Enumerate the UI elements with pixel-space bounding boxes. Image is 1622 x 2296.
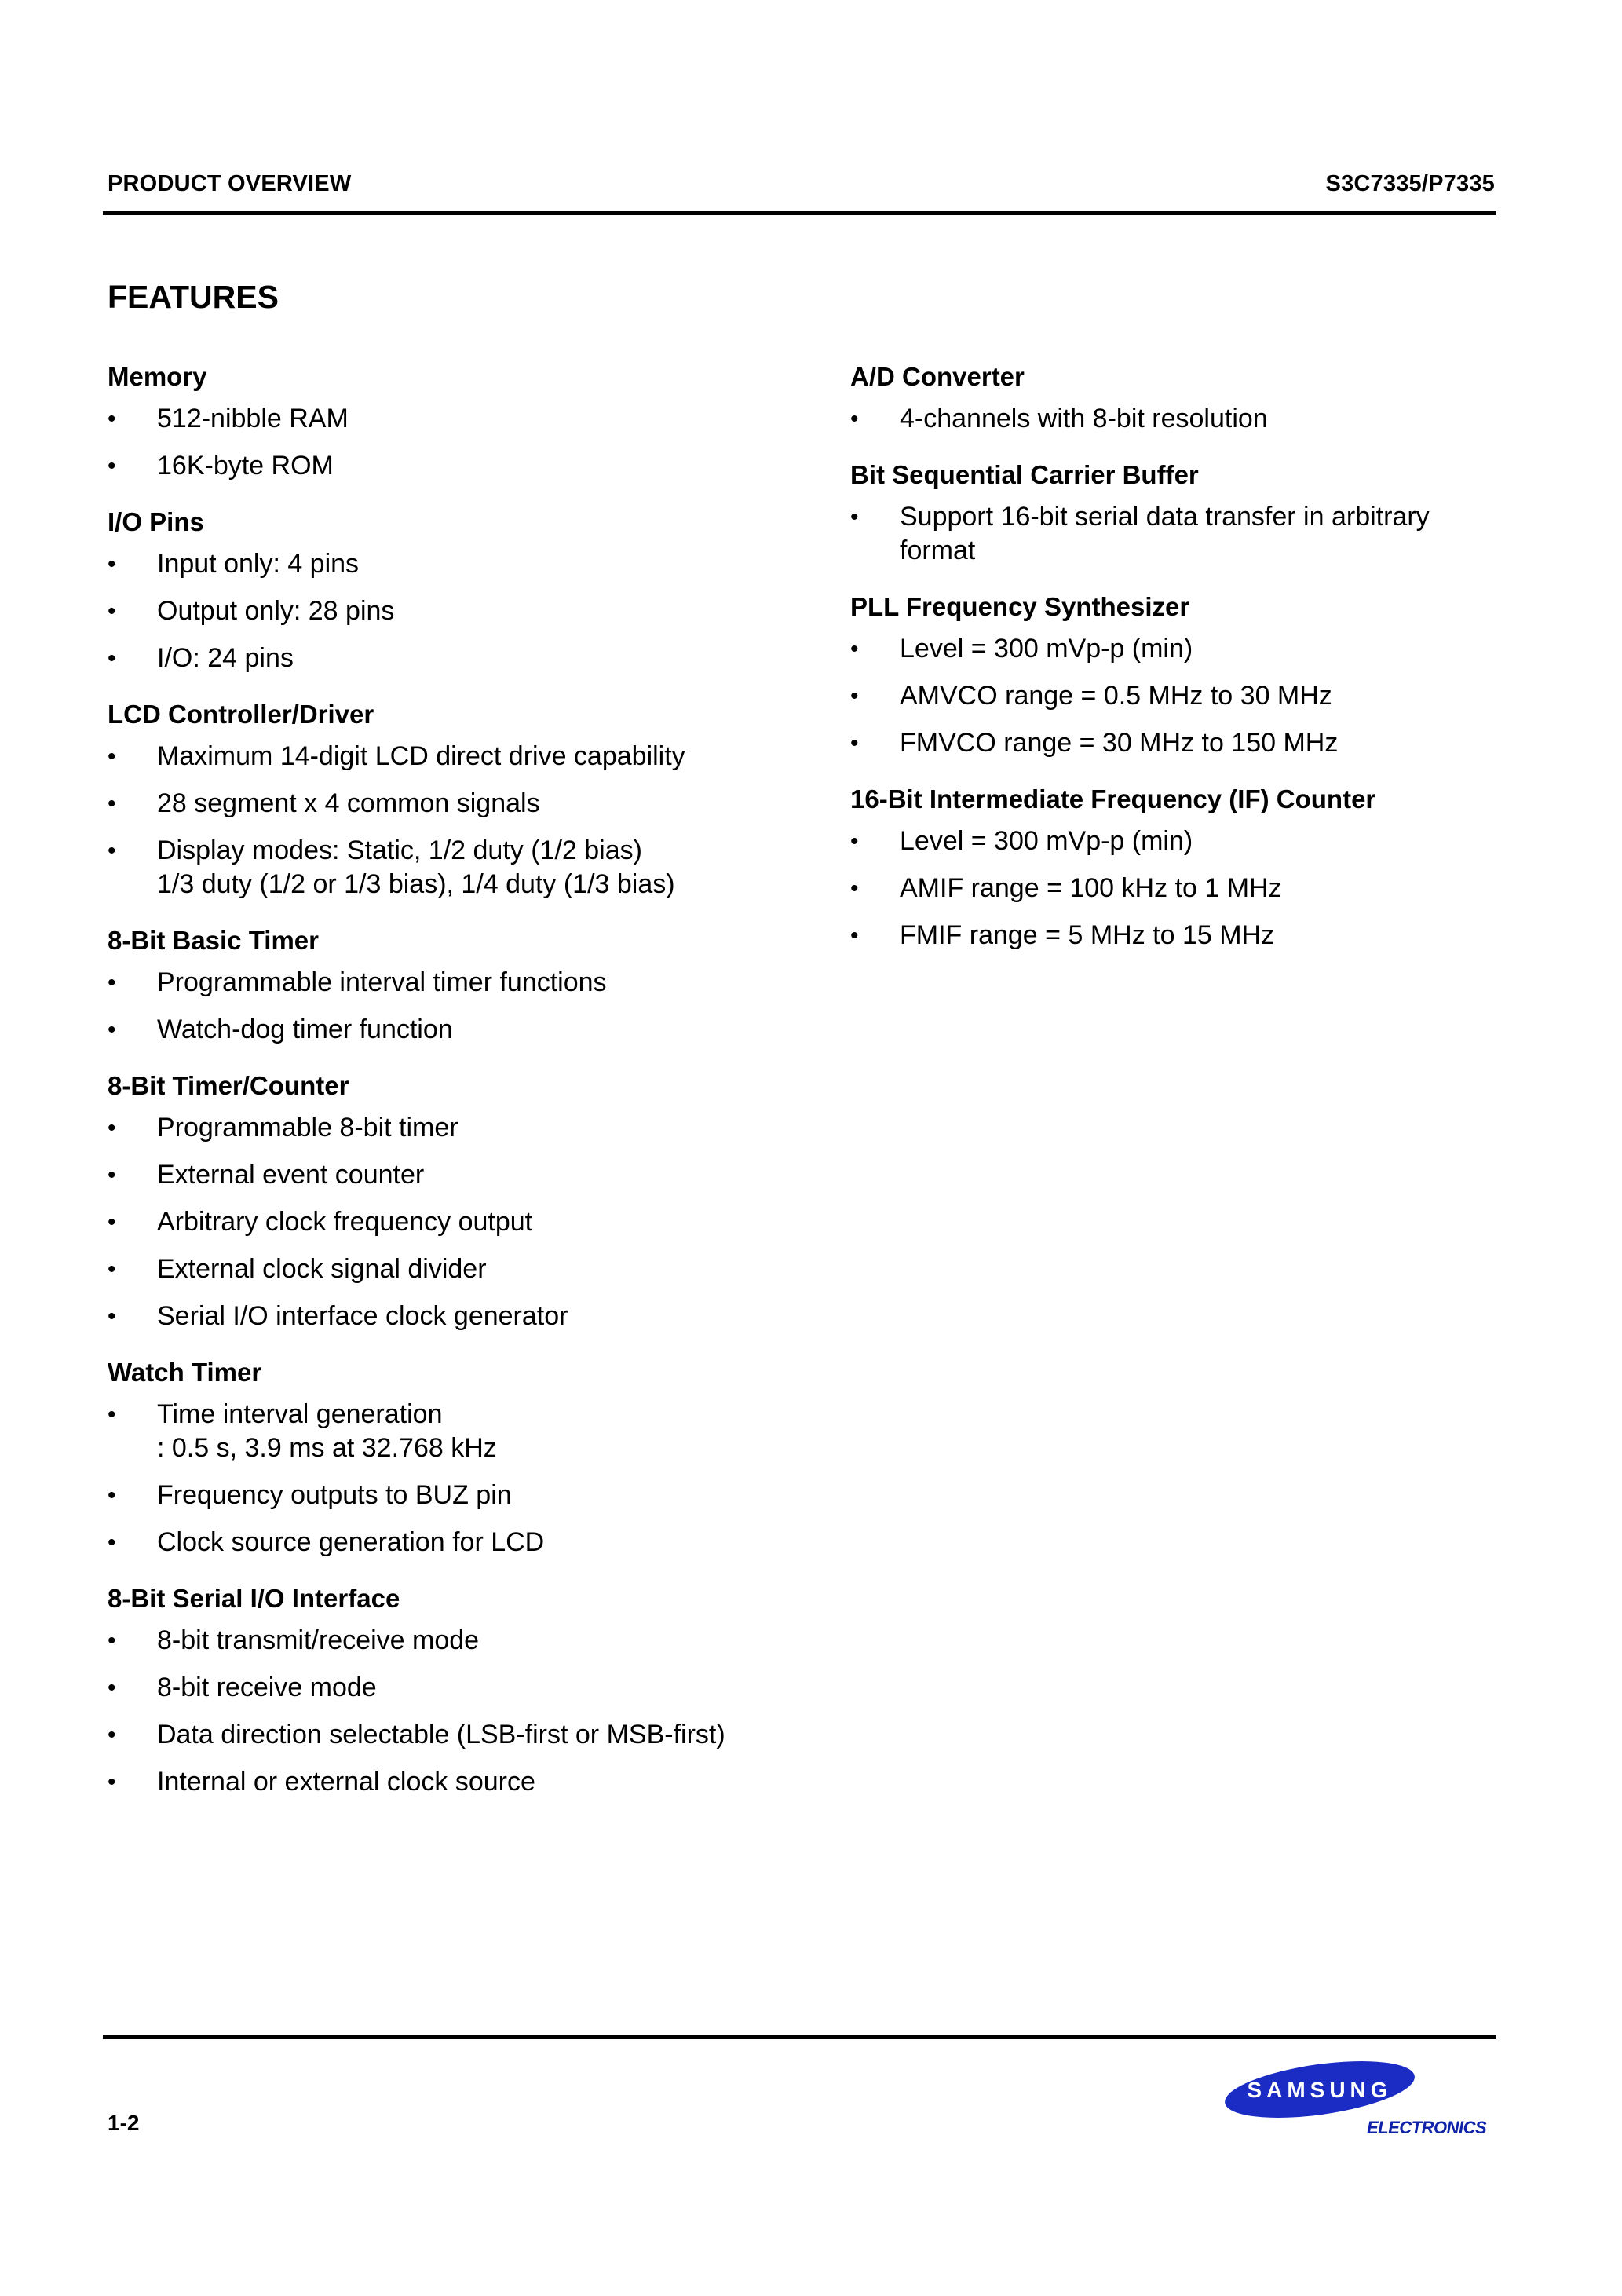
feature-item — [108, 966, 783, 1000]
page-title: FEATURES — [108, 279, 279, 315]
feature-section-16-bit-intermediate-frequency-if-counter — [850, 784, 1525, 952]
bullet-icon: • — [108, 1115, 116, 1141]
feature-item — [850, 919, 1525, 952]
bullet-icon: • — [108, 1402, 116, 1428]
feature-section-8-bit-serial-i-o-interface — [108, 1583, 783, 1799]
feature-item — [108, 1300, 783, 1333]
bullet-icon: • — [108, 598, 116, 624]
bullet-icon: • — [850, 636, 859, 662]
feature-item — [850, 726, 1525, 760]
feature-section-a-d-converter — [850, 361, 1525, 436]
feature-item-text: Clock source generation for LCD — [157, 1527, 545, 1557]
feature-item-text: Display modes: Static, 1/2 duty (1/2 bias) — [157, 835, 642, 865]
feature-item-text: format — [900, 536, 976, 565]
feature-item-text: Watch-dog timer function — [157, 1015, 453, 1044]
bullet-icon: • — [108, 1530, 116, 1556]
bullet-icon: • — [108, 970, 116, 996]
feature-section-pll-frequency-synthesizer — [850, 591, 1525, 760]
feature-item-text: : 0.5 s, 3.9 ms at 32.768 kHz — [157, 1433, 497, 1463]
feature-item-text: 512-nibble RAM — [157, 404, 349, 433]
feature-section-lcd-controller-driver — [108, 699, 783, 901]
section-title: 16-Bit Intermediate Frequency (IF) Counter — [850, 784, 1376, 813]
section-title: Bit Sequential Carrier Buffer — [850, 460, 1199, 489]
feature-item-text: Time interval generation — [157, 1399, 443, 1429]
feature-item — [108, 642, 783, 675]
feature-item-text: External event counter — [157, 1160, 425, 1190]
feature-section-8-bit-timer-counter — [108, 1070, 783, 1333]
samsung-logo — [1222, 2061, 1418, 2126]
bullet-icon: • — [108, 1017, 116, 1043]
left-feature-column — [108, 361, 783, 1823]
samsung-logo-text: SAMSUNG — [1247, 2078, 1393, 2102]
section-title: 8-Bit Timer/Counter — [108, 1071, 349, 1100]
feature-item-text: Data direction selectable (LSB-first or MSB-first) — [157, 1720, 725, 1749]
footer-rule — [103, 2035, 1496, 2039]
feature-item — [850, 872, 1525, 905]
feature-item — [108, 1111, 783, 1145]
feature-item — [108, 1765, 783, 1799]
bullet-icon: • — [108, 645, 116, 671]
header-part-number: S3C7335/P7335 — [1325, 171, 1495, 196]
bullet-icon: • — [108, 1303, 116, 1329]
feature-item-text: AMIF range = 100 kHz to 1 MHz — [900, 873, 1282, 903]
feature-item-text: 28 segment x 4 common signals — [157, 788, 540, 818]
bullet-icon: • — [108, 453, 116, 479]
section-title: Watch Timer — [108, 1358, 262, 1387]
bullet-icon: • — [108, 1769, 116, 1795]
feature-item-text: Support 16-bit serial data transfer in arbitrary — [900, 502, 1430, 532]
section-title: A/D Converter — [850, 362, 1025, 391]
bullet-icon: • — [850, 406, 859, 432]
feature-item-text: Programmable 8-bit timer — [157, 1113, 458, 1143]
feature-item-text: AMVCO range = 0.5 MHz to 30 MHz — [900, 681, 1332, 711]
bullet-icon: • — [108, 1675, 116, 1701]
feature-item-text: FMIF range = 5 MHz to 15 MHz — [900, 920, 1275, 950]
feature-item-text: I/O: 24 pins — [157, 643, 294, 673]
feature-item — [108, 787, 783, 821]
section-title: I/O Pins — [108, 507, 204, 536]
bullet-icon: • — [108, 1483, 116, 1508]
feature-item — [108, 1398, 783, 1465]
feature-item-text: Frequency outputs to BUZ pin — [157, 1480, 512, 1510]
feature-section-i-o-pins — [108, 506, 783, 675]
bullet-icon: • — [108, 1628, 116, 1654]
feature-item — [850, 500, 1525, 568]
bullet-icon: • — [850, 876, 859, 901]
feature-item — [108, 1158, 783, 1192]
feature-item-text: 1/3 duty (1/2 or 1/3 bias), 1/4 duty (1/3 bias) — [157, 869, 675, 899]
bullet-icon: • — [108, 1722, 116, 1748]
feature-item-text: FMVCO range = 30 MHz to 150 MHz — [900, 728, 1339, 758]
feature-item — [850, 679, 1525, 713]
feature-item-text: Level = 300 mVp-p (min) — [900, 826, 1193, 856]
page-number: 1-2 — [108, 2111, 140, 2135]
feature-item — [108, 402, 783, 436]
bullet-icon: • — [850, 504, 859, 530]
feature-item-text: 8-bit receive mode — [157, 1673, 377, 1702]
bullet-icon: • — [108, 744, 116, 770]
feature-item — [108, 834, 783, 901]
bullet-icon: • — [850, 923, 859, 949]
feature-item-text: Output only: 28 pins — [157, 596, 395, 626]
feature-section-bit-sequential-carrier-buffer — [850, 459, 1525, 568]
section-title: 8-Bit Serial I/O Interface — [108, 1584, 400, 1613]
bullet-icon: • — [108, 1256, 116, 1282]
feature-item — [850, 632, 1525, 666]
section-title: Memory — [108, 362, 207, 391]
feature-section-watch-timer — [108, 1357, 783, 1559]
feature-item — [108, 1013, 783, 1047]
feature-item — [108, 547, 783, 581]
section-title: PLL Frequency Synthesizer — [850, 592, 1190, 621]
feature-item — [108, 1671, 783, 1705]
feature-section-memory — [108, 361, 783, 483]
feature-item-text: 8-bit transmit/receive mode — [157, 1625, 480, 1655]
feature-item-text: 16K-byte ROM — [157, 451, 334, 481]
bullet-icon: • — [108, 1162, 116, 1188]
feature-item — [108, 740, 783, 773]
feature-item-text: Level = 300 mVp-p (min) — [900, 634, 1193, 664]
section-title: LCD Controller/Driver — [108, 700, 374, 729]
bullet-icon: • — [108, 1209, 116, 1235]
feature-item — [850, 824, 1525, 858]
bullet-icon: • — [850, 828, 859, 854]
feature-item — [108, 1624, 783, 1658]
bullet-icon: • — [850, 730, 859, 756]
feature-section-8-bit-basic-timer — [108, 925, 783, 1047]
feature-item-text: Maximum 14-digit LCD direct drive capability — [157, 741, 685, 771]
header-section-label: PRODUCT OVERVIEW — [108, 171, 352, 196]
feature-item — [850, 402, 1525, 436]
feature-item-text: Internal or external clock source — [157, 1767, 535, 1797]
samsung-electronics-text: ELECTRONICS — [1367, 2118, 1487, 2137]
feature-item — [108, 1526, 783, 1559]
feature-item — [108, 1479, 783, 1512]
feature-item — [108, 1252, 783, 1286]
bullet-icon: • — [850, 683, 859, 709]
feature-item-text: Input only: 4 pins — [157, 549, 360, 579]
feature-item-text: 4-channels with 8-bit resolution — [900, 404, 1268, 433]
feature-item-text: Serial I/O interface clock generator — [157, 1301, 568, 1331]
section-title: 8-Bit Basic Timer — [108, 926, 319, 955]
bullet-icon: • — [108, 791, 116, 817]
feature-item-text: External clock signal divider — [157, 1254, 487, 1284]
feature-item — [108, 1205, 783, 1239]
feature-item-text: Programmable interval timer functions — [157, 967, 607, 997]
header-rule — [103, 211, 1496, 215]
bullet-icon: • — [108, 406, 116, 432]
bullet-icon: • — [108, 551, 116, 577]
feature-item — [108, 1718, 783, 1752]
feature-item-text: Arbitrary clock frequency output — [157, 1207, 533, 1237]
feature-item — [108, 594, 783, 628]
right-feature-column — [850, 361, 1525, 976]
bullet-icon: • — [108, 838, 116, 864]
feature-item — [108, 449, 783, 483]
